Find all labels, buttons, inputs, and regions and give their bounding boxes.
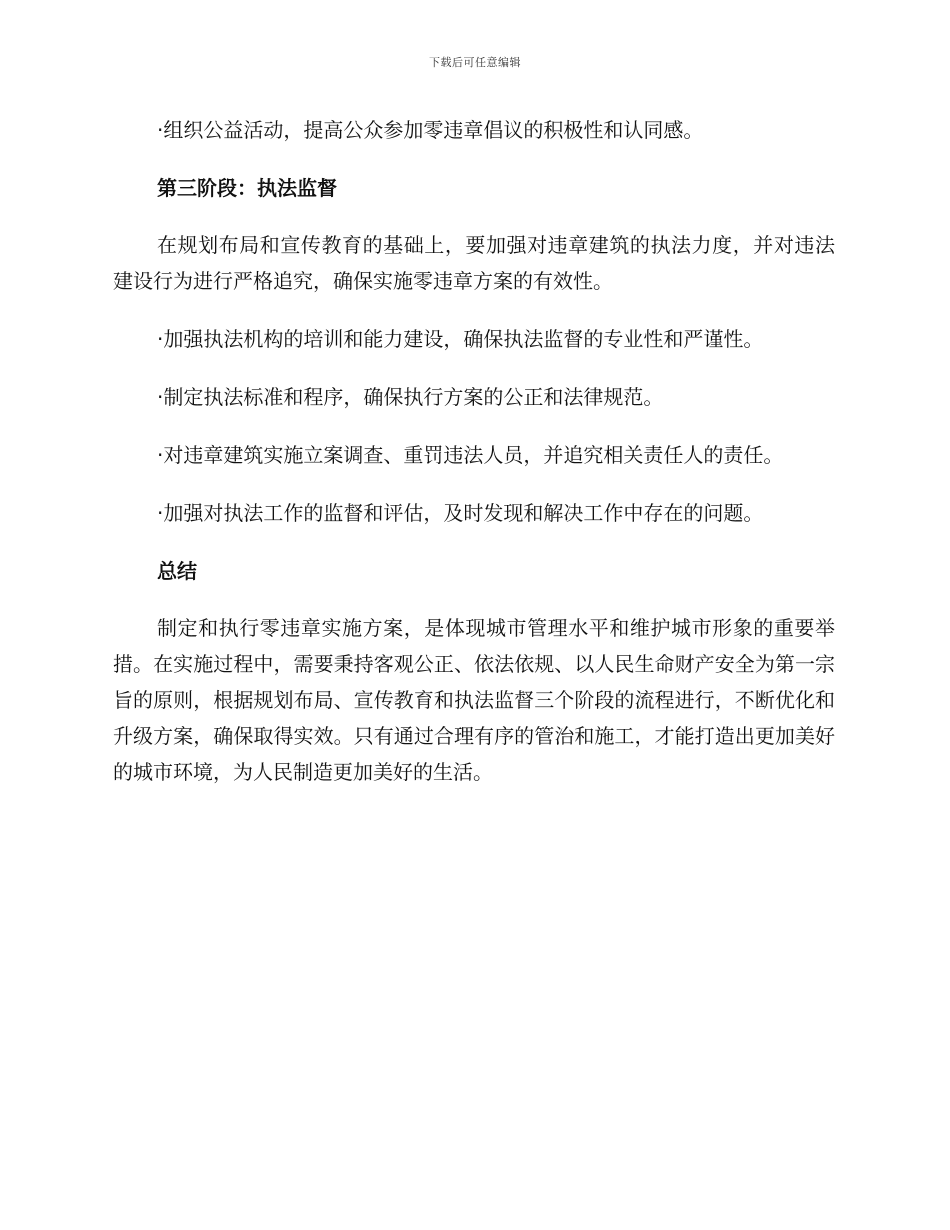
document-body — [113, 112, 835, 812]
bullet-supervision: ·加强对执法工作的监督和评估，及时发现和解决工作中存在的问题。 — [157, 501, 764, 525]
section-heading-summary: 总结 — [157, 559, 197, 583]
bullet-training: ·加强执法机构的培训和能力建设，确保执法监督的专业性和严谨性。 — [157, 327, 764, 351]
paragraph-enforcement-intro: 在规划布局和宣传教育的基础上，要加强对违章建筑的执法力度，并对违法建设行为进行严格追究，确保实施零违章方案的有效性。 — [113, 233, 835, 293]
bullet-standards: ·制定执法标准和程序，确保执行方案的公正和法律规范。 — [157, 385, 664, 409]
bullet-public-activities: ·组织公益活动，提高公众参加零违章倡议的积极性和认同感。 — [157, 118, 704, 142]
section-heading-stage-three: 第三阶段：执法监督 — [157, 176, 337, 200]
page-header: 下载后可任意编辑 — [429, 56, 521, 69]
paragraph-summary: 制定和执行零违章实施方案，是体现城市管理水平和维护城市形象的重要举措。在实施过程中，需要秉持客观公正、依法依规、以人民生命财产安全为第一宗旨的原则，根据规划布局、宣传教育和执法监督三个阶段的流程进行，不断优化和升级方案，确保取得实效。只有通过合理有序的管治和施工，才能打造出更加美好的城市环境，为人民制造更加美好的生活。 — [113, 616, 835, 784]
bullet-investigation: ·对违章建筑实施立案调查、重罚违法人员，并追究相关责任人的责任。 — [157, 443, 784, 467]
